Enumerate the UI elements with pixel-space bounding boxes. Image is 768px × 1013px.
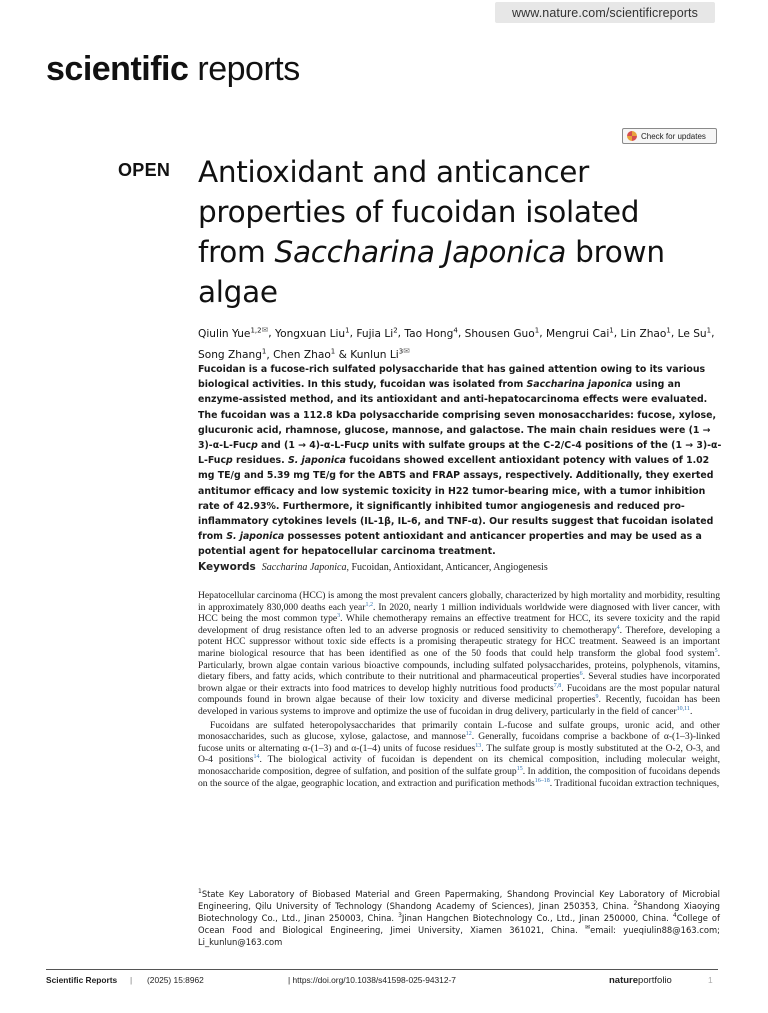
author-list: Qiulin Yue$^{1,2✉}$, Yongxuan Liu$^1$, Fujia Li$^2$, Tao Hong$^4$, Shousen Guo$^1$, Mengrui Cai$^1$, Lin Zhao$^1$, Le Su$^1$, Song Zhang$^1$, Chen Zhao$^1$ & Kunlun $Li^{3✉}$ <box>198 325 715 362</box>
body-text <box>198 590 720 789</box>
body-paragraph: Fucoidans are sulfated heteropolysaccharides that primarily contain L-fucose and sulfate groups, uronic acid, and other monosaccharides, such as glucose, xylose, galactose, and mannose$^{12}$. Generally, fucoidans comprise a backbone of α-(1–3)-linked fucose units or alternating α-(1–3) and α-(1–4) units of fucose residues$^{13}$. The sulfate group is mostly substituted at the O-2, O-3, and O-4 positions$^{14}$. The biological activity of fucoidan is dependent on its chemical composition, including molecular weight, monosaccharide composition, degree of sulfation, and position of the sulfate group$^{15}$. In addition, the composition of fucoidans depends on the source of the algae, geographic location, and extraction and purification methods$^{16-18}$. Traditional fucoidan extraction techniques, <box>198 719 720 789</box>
email-icon: ✉ <box>261 325 269 334</box>
author-name: Chen Zhao <box>273 349 331 362</box>
keywords-label: Keywords <box>198 561 256 573</box>
article-title <box>198 152 698 312</box>
author-name: Yongxuan Liu <box>275 327 346 340</box>
author-affiliation: 1 <box>706 326 712 334</box>
title-part-1: Antioxidant and anticancer properties of fucoidan isolated from <box>198 155 640 269</box>
journal-logo-bold: scientific <box>46 50 189 88</box>
footer-volume: (2025) 15:8962 <box>147 975 204 985</box>
affiliation-superscript: ✉ <box>585 924 591 932</box>
author-name: Fujia Li <box>356 327 394 340</box>
journal-url-badge[interactable]: www.nature.com/scientificreports <box>495 2 715 23</box>
author-entry[interactable] <box>404 328 457 340</box>
body-superscript: 3 <box>337 613 341 619</box>
body-superscript: 5 <box>714 647 718 654</box>
title-species: Saccharina Japonica <box>274 235 567 269</box>
abstract-italic-text: p <box>226 455 233 467</box>
author-affiliation: 2 <box>393 326 398 334</box>
keywords <box>198 561 723 573</box>
author-affiliation: 4 <box>453 326 458 334</box>
body-superscript: 14 <box>253 754 260 761</box>
author-name: Song Zhang <box>198 349 262 362</box>
check-for-updates-label: Check for updates <box>641 131 706 141</box>
body-superscript: 4 <box>616 624 620 631</box>
author-affiliation: 1 <box>261 347 267 356</box>
author-entry[interactable] <box>275 328 350 340</box>
author-affiliation: 1 <box>666 326 671 334</box>
keyword-species: Saccharina Japonica <box>261 562 347 573</box>
author-affiliation: 1 <box>330 347 336 356</box>
journal-logo-light: reports <box>197 50 300 88</box>
open-access-label: OPEN <box>118 160 171 180</box>
email-icon: ✉ <box>403 346 410 356</box>
author-name: Shousen Guo <box>464 327 535 340</box>
body-superscript: 16–18 <box>534 777 550 784</box>
abstract-italic-text: S. japonica <box>226 531 285 543</box>
author-affiliation: 3 <box>398 347 404 356</box>
check-for-updates-button[interactable] <box>622 128 717 144</box>
affiliation-superscript: 3 <box>398 912 402 920</box>
author-entry[interactable] <box>546 328 614 340</box>
publisher-logo <box>609 975 672 986</box>
author-name: Lin Zhao <box>620 327 667 340</box>
author-affiliation: 1 <box>609 326 614 334</box>
page-number: 1 <box>708 975 713 985</box>
affiliations: $^1$State Key Laboratory of Biobased Material and Green Papermaking, Shandong Provincial Key Laboratory of Microbial Engineering, Qilu University of Technology (Shandong Academy of Sciences), Jinan 250353, China. $^2$Shandong Xiaoying Biotechnology Co., Ltd., Jinan 250003, China. $^3$Jinan Hangchen Biotechnology Co., Ltd., Jinan 250000, China. $^4$College of Ocean Food and Biological Engineering, Jimei University, Xiamen 361021, China. ✉email: yueqiulin88@163.com; Li_kunlun@163.com <box>198 888 720 947</box>
abstract-italic-text: p <box>362 440 370 452</box>
author-entry[interactable] <box>621 328 671 340</box>
author-entry[interactable] <box>198 349 266 361</box>
body-superscript: 1,2 <box>365 601 373 608</box>
author-name: Mengrui Cai <box>545 327 610 340</box>
publisher-light: portfolio <box>638 975 672 986</box>
body-paragraph: Hepatocellular carcinoma (HCC) is among the most prevalent cancers globally, characterized by high mortality and morbidity, resulting in approximately 830,000 deaths each year$^{1,2}$. In 2020, nearly 1 million individuals worldwide were diagnosed with liver cancer, with HCC being the most common type$^3$. While chemotherapy remains an effective treatment for HCC, its severe toxicity and the rapid development of drug resistance often led to an adverse prognosis or reduced sensitivity to chemotherapy$^4$. Therefore, developing a potent HCC suppressor without toxic side effects is a promising therapeutic strategy for HCC treatment. Seaweed is an important marine biological resource that has been identified as one of the 50 foods that could help transform the global food system$^5$. Particularly, brown algae contain various bioactive compounds, including sulfated polysaccharides, proteins, polyphenols, vitamins, dietary fibers, and fatty acids, which contribute to their nutritional and pharmaceutical properties$^6$. Several studies have incorporated brown algae or their extracts into food matrices to develop highly nutritious food products$^{7,8}$. Fucoidans are the most popular natural compounds found in brown algae because of their low toxicity and diverse medicinal properties$^9$. Recently, fucoidan has been developed in various systems to improve and optimize the use of fucoidan in drug delivery, particularly in the field of cancer$^{10,11}$. <box>198 590 721 717</box>
body-superscript: 9 <box>595 694 599 701</box>
body-superscript: 7,8 <box>553 682 562 689</box>
body-superscript: 13 <box>475 742 482 749</box>
abstract-italic-text: p <box>251 440 258 452</box>
author-name: Kunlun Li <box>350 349 399 362</box>
affiliation-superscript: 1 <box>198 888 202 896</box>
body-superscript: 12 <box>465 730 472 737</box>
title-part-2: brown algae <box>198 235 665 309</box>
author-entry[interactable] <box>356 328 397 340</box>
footer-doi-link[interactable]: | https://doi.org/10.1038/s41598-025-94312-7 <box>288 975 456 985</box>
keywords-rest: , Fucoidan, Antioxidant, Anticancer, Angiogenesis <box>346 562 548 573</box>
abstract-italic-text: S. japonica <box>287 455 347 467</box>
author-entry[interactable]: & Kunlun $Li^{3✉}$ <box>338 346 410 362</box>
author-name: Le Su <box>677 327 707 340</box>
abstract: Fucoidan is a fucose-rich sulfated polysaccharide that has gained attention owing to its various biological activities. In this study, fucoidan was isolated from Saccharina japonica using an enzyme-assisted method, and its antioxidant and anti-hepatocarcinoma effects were evaluated. The fucoidan was a 112.8 kDa polysaccharide comprising seven monosaccharides: fucose, xylose, glucuronic acid, rhamnose, glucose, mannose, and galactose. The main chain residues were (1 → 3)-α-L-Fucp and (1 → 4)-α-L-Fucp units with sulfate groups at the C-2/C-4 positions of the (1 → 3)-α-L-Fucp residues. S. japonica fucoidans showed excellent antioxidant potency with values of 1.02 mg TE/g and 5.39 mg TE/g for the ABTS and FRAP assays, respectively. Additionally, they exerted antitumor efficacy and low systemic toxicity in H22 tumor-bearing mice, with a tumor inhibition rate of 42.93%. Furthermore, it significantly inhibited tumor angiogenesis and reduced pro-inflammatory cytokines levels (IL-1β, IL-6, and TNF-α). Our results suggest that fucoidan isolated from S. japonica possesses potent antioxidant and anticancer properties and may be used as a potential agent for hepatocellular carcinoma treatment. <box>198 364 722 558</box>
author-name: Tao Hong <box>404 327 454 340</box>
author-entry[interactable] <box>198 325 269 340</box>
affiliation-superscript: 2 <box>633 900 638 908</box>
publisher-bold: nature <box>609 975 639 986</box>
footer-separator: | <box>130 975 133 985</box>
abstract-italic-text: Saccharina japonica <box>526 379 633 391</box>
body-superscript: 10,11 <box>676 705 690 712</box>
author-entry[interactable] <box>678 328 712 340</box>
author-affiliation: 1 <box>534 326 540 334</box>
author-entry[interactable] <box>465 328 540 340</box>
author-name: Qiulin Yue <box>198 327 251 340</box>
footer-divider <box>46 969 718 970</box>
body-superscript: 6 <box>579 670 583 677</box>
affiliation-superscript: 4 <box>672 912 677 920</box>
author-affiliation: 1 <box>345 326 350 334</box>
crossmark-icon <box>627 131 637 141</box>
journal-logo[interactable] <box>46 50 300 89</box>
footer-journal: Scientific Reports <box>46 975 118 985</box>
body-superscript: 15 <box>516 765 523 772</box>
author-entry[interactable] <box>273 349 335 361</box>
author-affiliation: 1,2 <box>250 326 262 334</box>
page-footer <box>46 975 718 989</box>
